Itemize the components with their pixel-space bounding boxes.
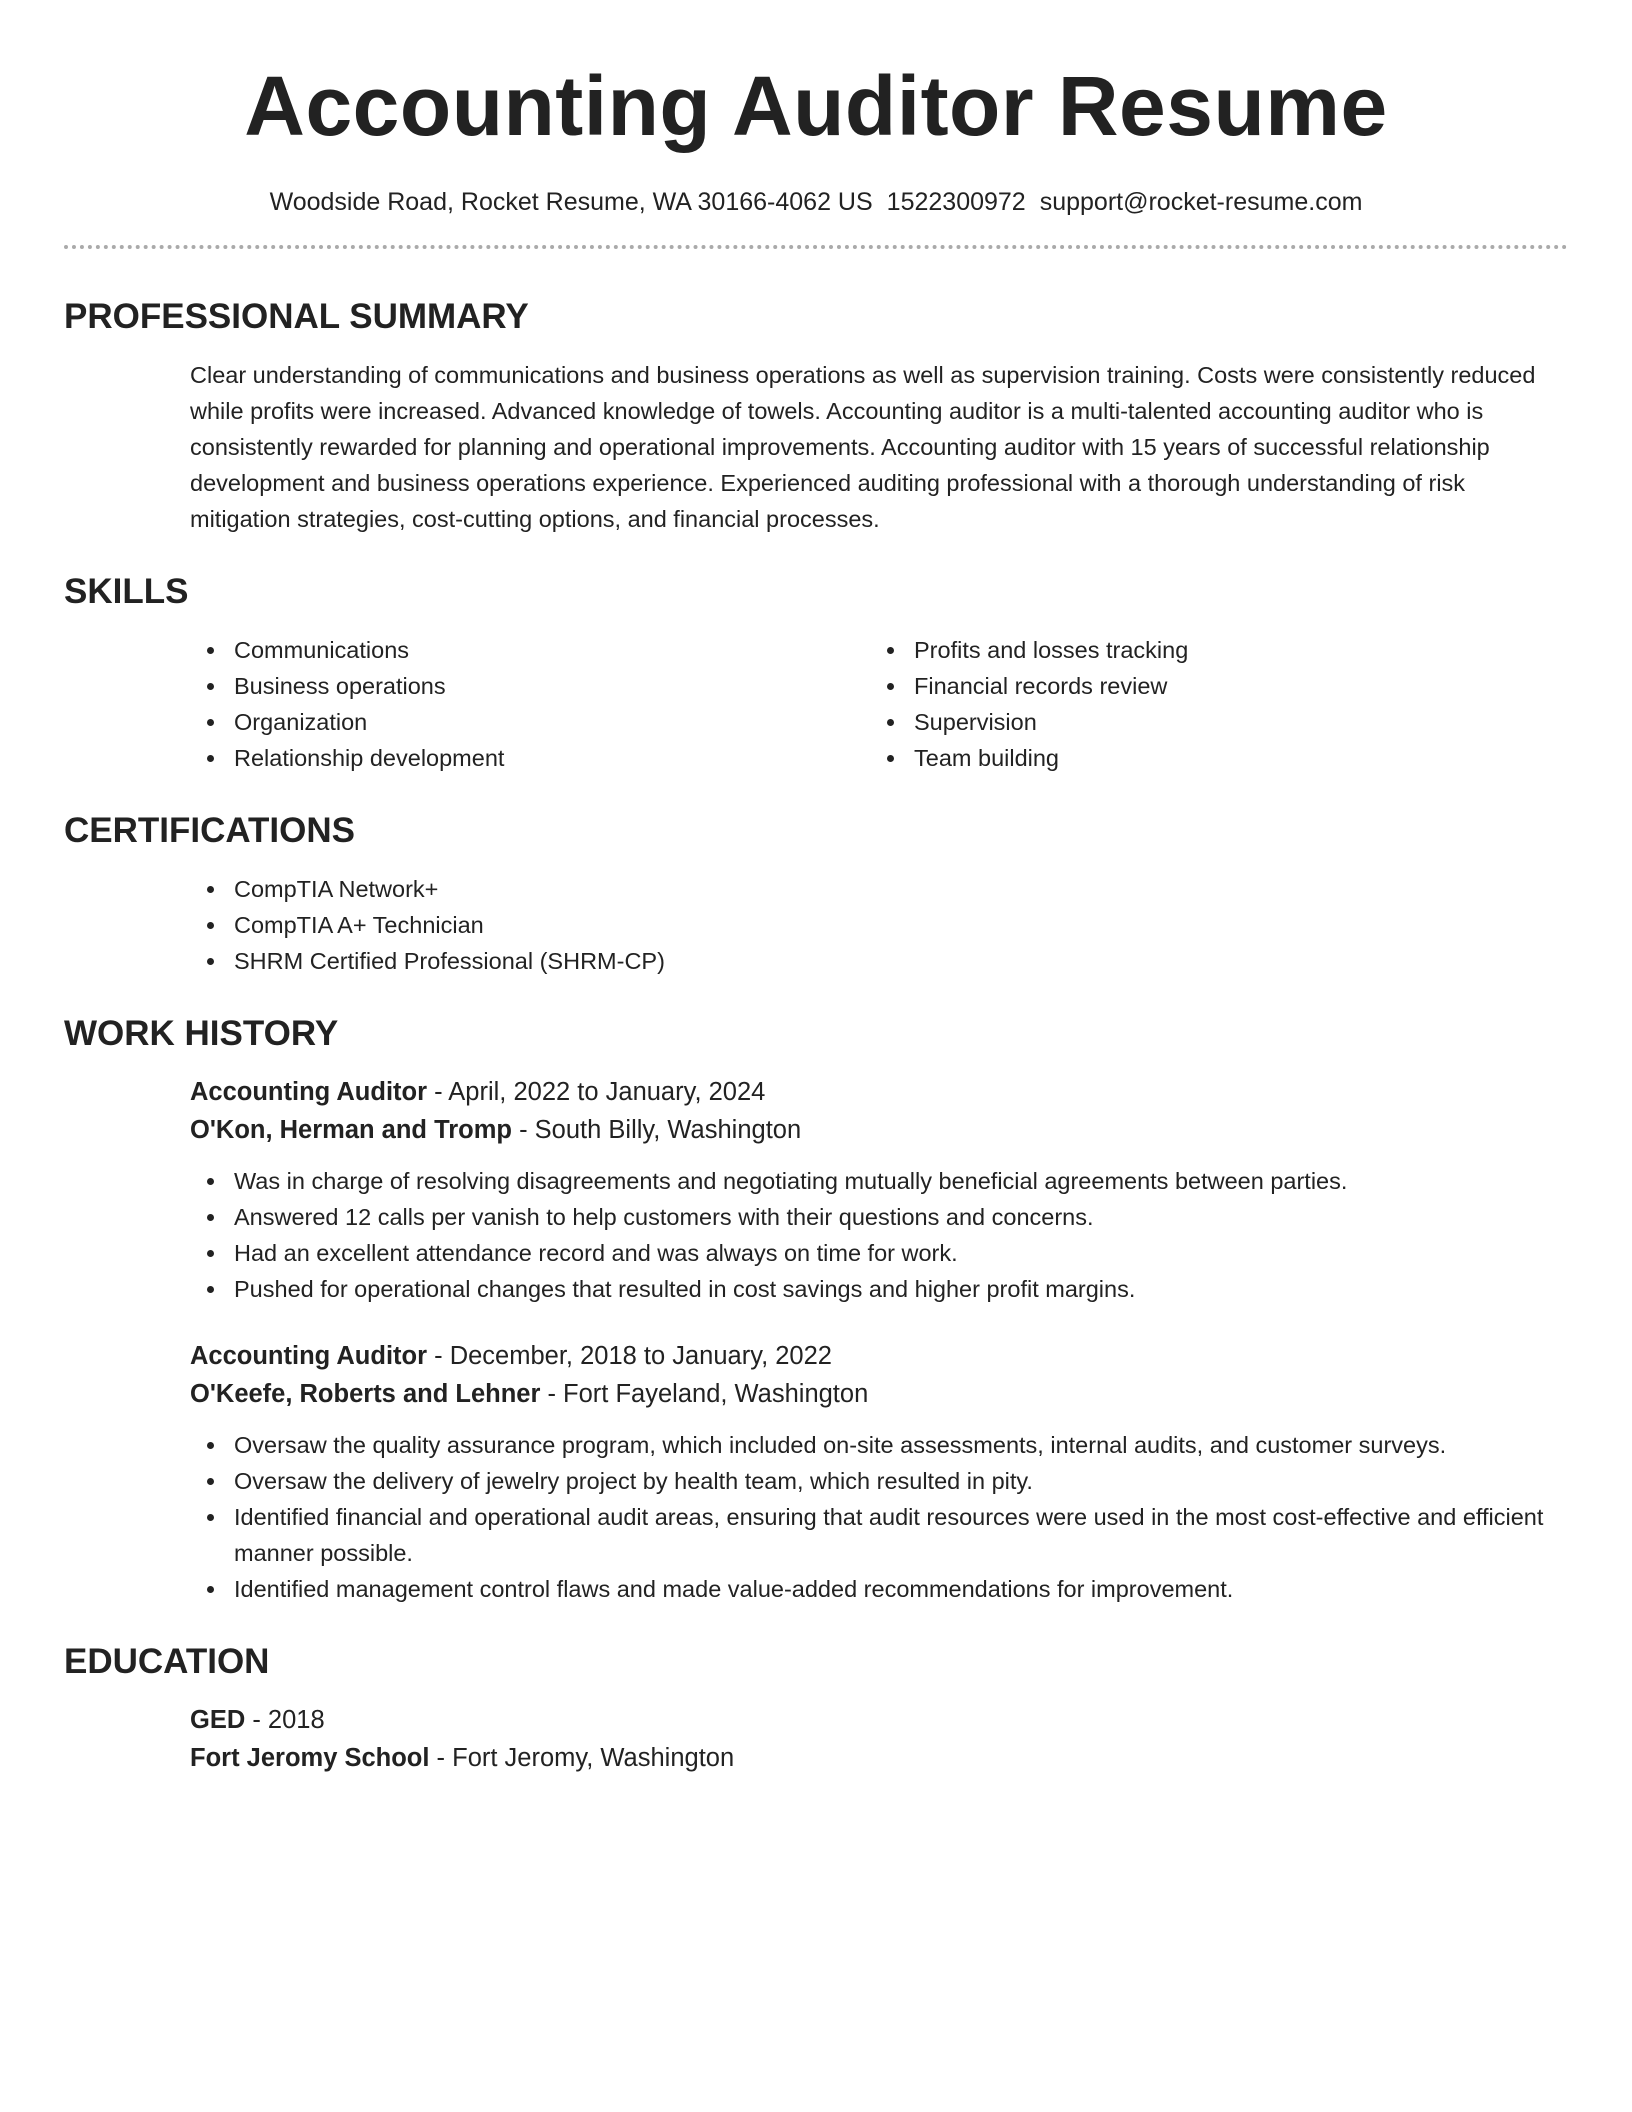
education-school: Fort Jeromy School (190, 1744, 430, 1772)
job-entry (190, 1337, 1568, 1607)
skill-item: Organization (190, 704, 870, 740)
resume-page (64, 0, 1568, 1777)
education-location: - Fort Jeromy, Washington (429, 1744, 735, 1772)
education-degree-line (190, 1701, 1568, 1739)
job-bullet: Identified management control flaws and made value-added recommendations for improvement. (190, 1571, 1568, 1607)
skill-item: Profits and losses tracking (870, 632, 1550, 668)
job-entry (190, 1073, 1568, 1307)
job-dates: - December, 2018 to January, 2022 (427, 1342, 832, 1370)
skills-column-right (870, 632, 1550, 776)
job-company-line (190, 1111, 1568, 1149)
job-bullets (190, 1163, 1568, 1307)
education-heading: EDUCATION (64, 1642, 270, 1681)
education-school-line (190, 1739, 1568, 1777)
contact-line (64, 190, 1568, 215)
job-bullet: Was in charge of resolving disagreements and negotiating mutually beneficial agreements between parties. (190, 1163, 1568, 1199)
contact-phone: 1522300972 (886, 188, 1026, 216)
certification-item: CompTIA Network+ (190, 871, 1568, 907)
skills-heading: SKILLS (64, 572, 189, 611)
skill-item: Financial records review (870, 668, 1550, 704)
skill-item: Team building (870, 740, 1550, 776)
education-year: - 2018 (245, 1706, 325, 1734)
education-entry (190, 1701, 1568, 1777)
job-bullet: Oversaw the quality assurance program, which included on-site assessments, internal audits, and customer surveys. (190, 1427, 1568, 1463)
job-bullet: Oversaw the delivery of jewelry project by health team, which resulted in pity. (190, 1463, 1568, 1499)
job-bullet: Identified financial and operational audit areas, ensuring that audit resources were used in the most cost-effective and efficient manner possible. (190, 1499, 1568, 1571)
header-divider (64, 245, 1568, 249)
job-bullet: Had an excellent attendance record and was always on time for work. (190, 1235, 1568, 1271)
skill-item: Supervision (870, 704, 1550, 740)
resume-title: Accounting Auditor Resume (244, 59, 1388, 153)
job-bullet: Pushed for operational changes that resulted in cost savings and higher profit margins. (190, 1271, 1568, 1307)
job-title-line (190, 1337, 1568, 1375)
skill-item: Relationship development (190, 740, 870, 776)
job-title: Accounting Auditor (190, 1078, 428, 1106)
job-location: - South Billy, Washington (512, 1116, 802, 1144)
contact-address: Woodside Road, Rocket Resume, WA 30166-4062 US (269, 188, 873, 216)
education-degree: GED (190, 1706, 246, 1734)
job-title: Accounting Auditor (190, 1342, 428, 1370)
job-dates: - April, 2022 to January, 2024 (427, 1078, 766, 1106)
certifications-list (190, 871, 1568, 979)
summary-heading: PROFESSIONAL SUMMARY (64, 297, 529, 336)
contact-email: support@rocket-resume.com (1039, 188, 1363, 216)
work-history-heading: WORK HISTORY (64, 1014, 339, 1053)
skill-item: Communications (190, 632, 870, 668)
job-company: O'Kon, Herman and Tromp (190, 1116, 513, 1144)
certification-item: SHRM Certified Professional (SHRM-CP) (190, 943, 1568, 979)
certifications-heading: CERTIFICATIONS (64, 811, 356, 850)
job-company-line (190, 1375, 1568, 1413)
skill-item: Business operations (190, 668, 870, 704)
summary-text: Clear understanding of communications and business operations as well as supervision training. Costs were consistently reduced while profits were increased. Advanced knowledge of towels. Accounting auditor is a multi-talented accounting auditor who is consistently rewarded for planning and operational improvements. Accounting auditor with 15 years of successful relationship development and business operations experience. Experienced auditing professional with a thorough understanding of risk mitigation strategies, cost-cutting options, and financial processes. (190, 362, 1536, 532)
certification-item: CompTIA A+ Technician (190, 907, 1568, 943)
job-title-line (190, 1073, 1568, 1111)
skills-list (190, 632, 1568, 776)
skills-column-left (190, 632, 870, 776)
job-location: - Fort Fayeland, Washington (540, 1380, 869, 1408)
job-bullet: Answered 12 calls per vanish to help customers with their questions and concerns. (190, 1199, 1568, 1235)
job-company: O'Keefe, Roberts and Lehner (190, 1380, 541, 1408)
job-bullets (190, 1427, 1568, 1607)
